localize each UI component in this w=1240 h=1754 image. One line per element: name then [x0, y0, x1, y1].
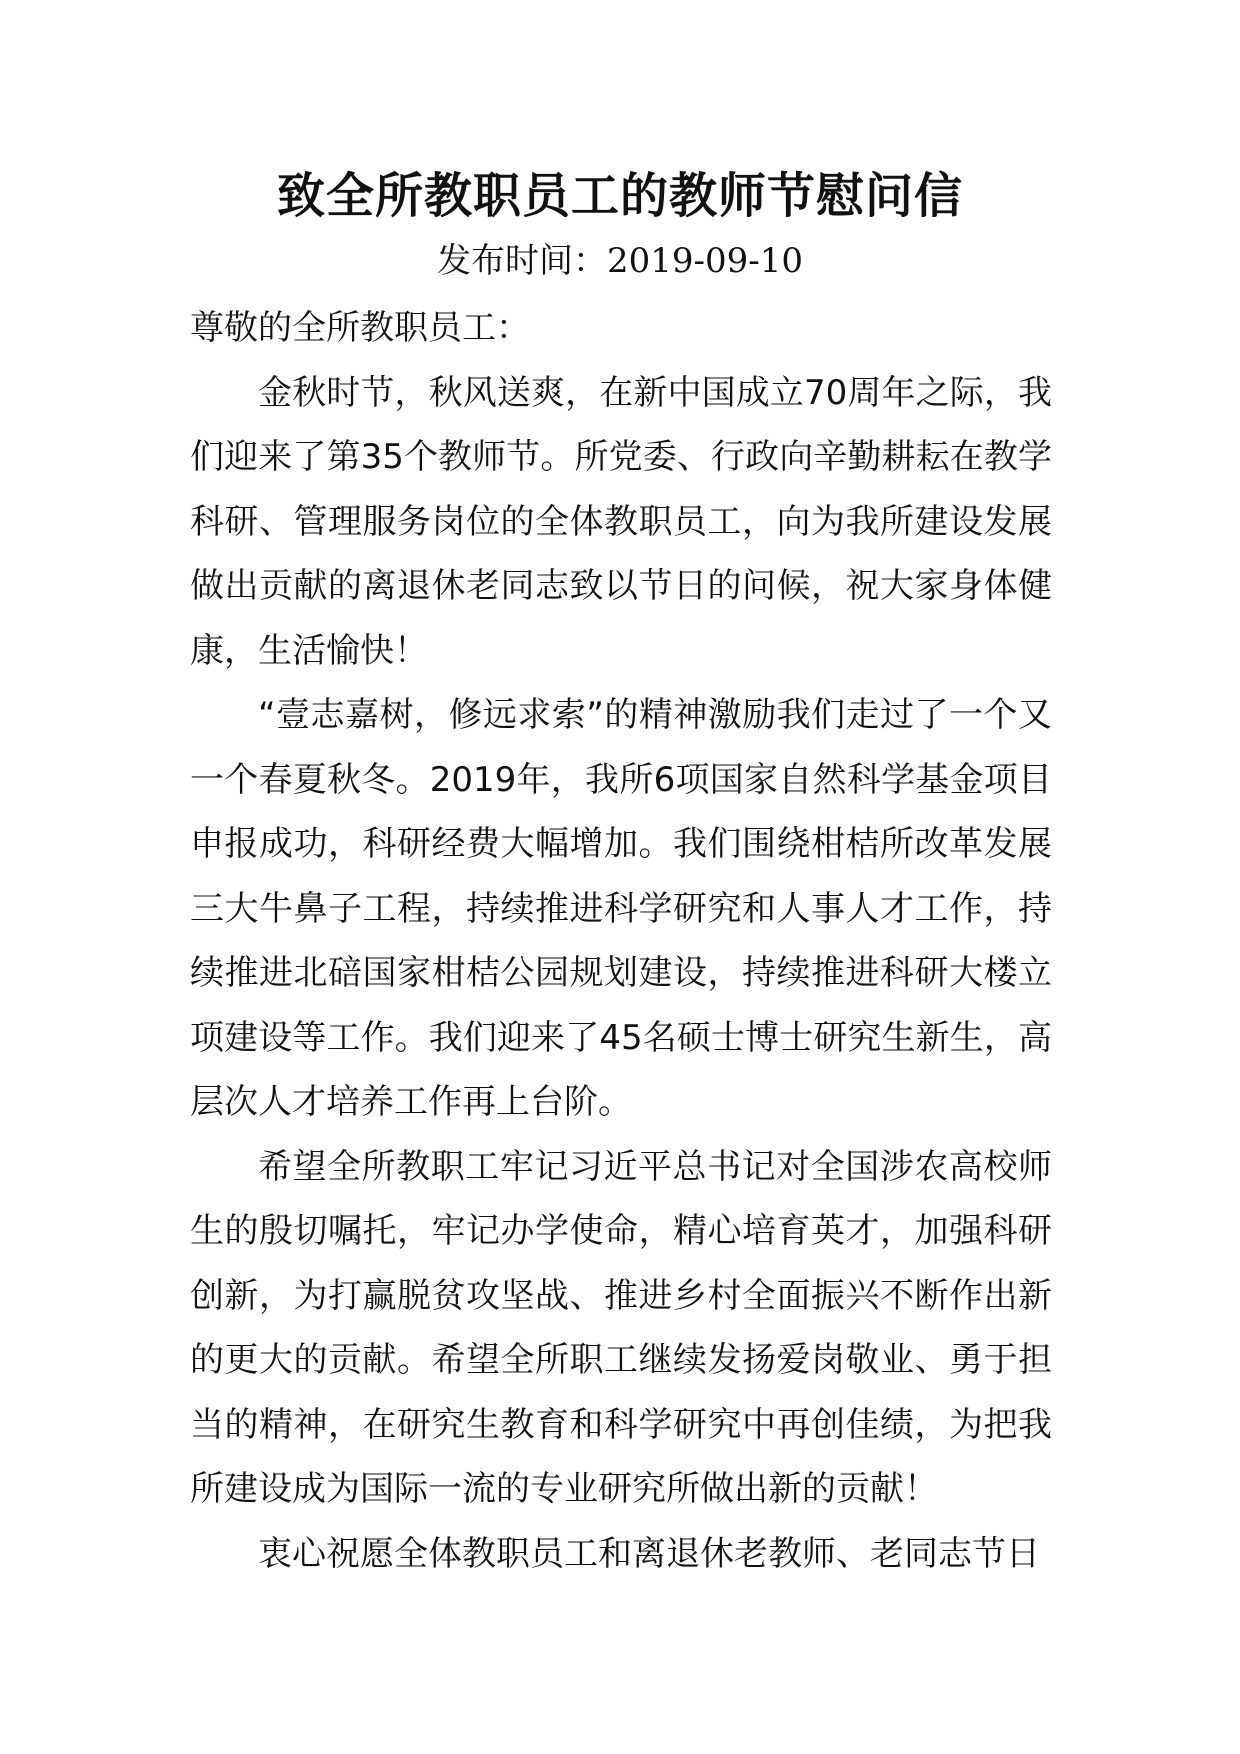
document-title: 致全所教职员工的教师节慰问信: [276, 168, 963, 224]
publish-date: [0, 232, 1240, 290]
letter-body: [190, 296, 1052, 1586]
paragraph-1: 金秋时节，秋风送爽，在新中国成立70周年之际，我们迎来了第35个教师节。所党委、行政向辛勤耕耘在教学科研、管理服务岗位的全体教职员工，向为我所建设发展做出贡献的离退休老同志致以节日的问候，祝大家身体健康，生活愉快！: [190, 372, 1052, 671]
publish-date-label: 发布时间：: [436, 241, 607, 281]
paragraph-2: “壹志嘉树，修远求索”的精神激励我们走过了一个又一个春夏秋冬。2019年，我所6项国家自然科学基金项目申报成功，科研经费大幅增加。我们围绕柑桔所改革发展三大牛鼻子工程，持续推进科学研究和人事人才工作，持续推进北碚国家柑桔公园规划建设，持续推进科研大楼立项建设等工作。我们迎来了45名硕士博士研究生新生，高层次人才培养工作再上台阶。: [190, 695, 1052, 1122]
publish-date-value: 2019-09-10: [606, 241, 804, 281]
paragraph-3: 希望全所教职工牢记习近平总书记对全国涉农高校师生的殷切嘱托，牢记办学使命，精心培育英才，加强科研创新，为打赢脱贫攻坚战、推进乡村全面振兴不断作出新的更大的贡献。希望全所职工继续发扬爱岗敬业、勇于担当的精神，在研究生教育和科学研究中再创佳绩，为把我所建设成为国际一流的专业研究所做出新的贡献！: [190, 1146, 1052, 1509]
salutation: 尊敬的全所教职员工：: [190, 308, 530, 348]
paragraph-4: 衷心祝愿全体教职员工和离退休老教师、老同志节日: [258, 1533, 1040, 1574]
